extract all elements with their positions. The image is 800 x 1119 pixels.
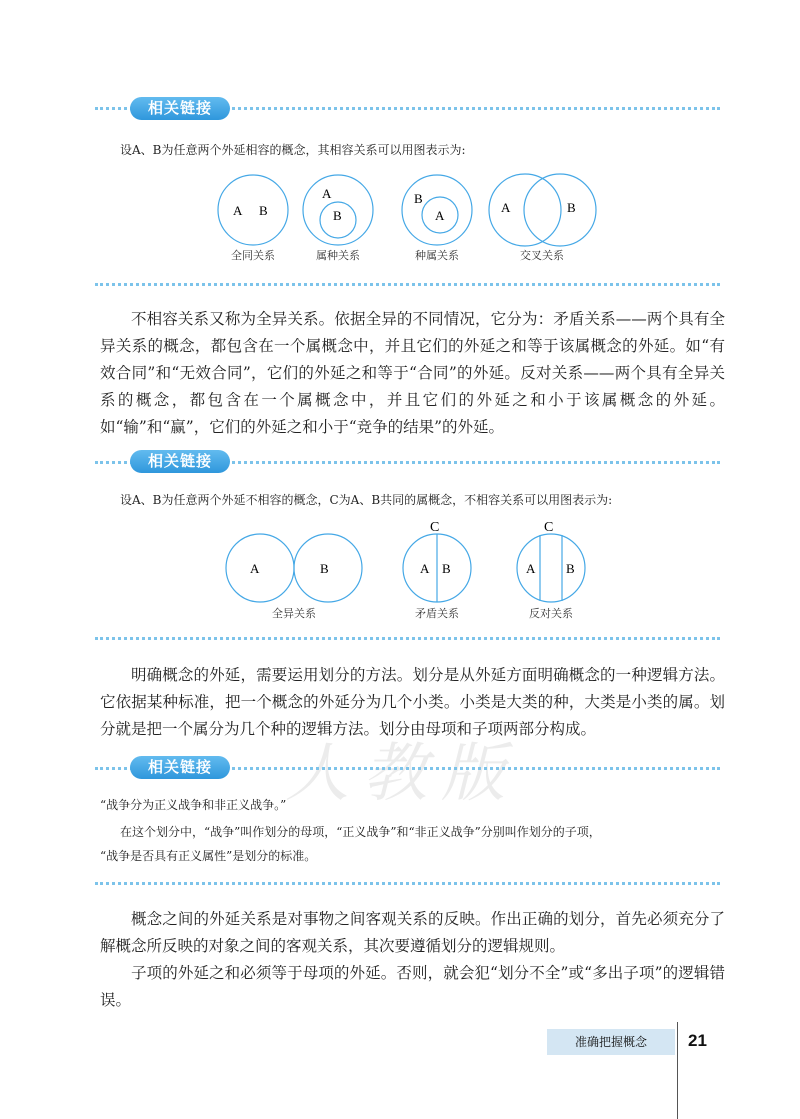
incompatible-relations-diagram xyxy=(0,515,800,625)
label-b: B xyxy=(259,203,268,218)
related-link-badge: 相关链接 xyxy=(130,756,230,779)
dotted-divider xyxy=(95,637,720,640)
label-b: B xyxy=(442,561,451,576)
label-a: A xyxy=(420,561,430,576)
dotted-divider xyxy=(95,283,720,286)
caption-genus-species: 属种关系 xyxy=(316,249,360,262)
label-b: B xyxy=(567,200,576,215)
caption-identity: 全同关系 xyxy=(231,249,275,262)
section1-intro: 设A、B为任意两个外延相容的概念，其相容关系可以用图表示为: xyxy=(120,143,466,157)
compatible-relations-diagram xyxy=(0,170,800,270)
example-quote: “战争分为正义战争和非正义战争。” xyxy=(100,798,287,812)
example-criterion: “战争是否具有正义属性”是划分的标准。 xyxy=(100,849,317,863)
caption-contrary: 反对关系 xyxy=(529,607,573,620)
label-c: C xyxy=(430,520,440,535)
label-a: A xyxy=(250,561,260,576)
footer-divider xyxy=(677,1022,678,1119)
page-number: 21 xyxy=(688,1031,707,1050)
section2-intro: 设A、B为任意两个外延不相容的概念，C为A、B共同的属概念，不相容关系可以用图表示为: xyxy=(120,493,613,507)
related-link-badge: 相关链接 xyxy=(130,97,230,120)
label-c: C xyxy=(544,520,554,535)
label-b: B xyxy=(414,191,423,206)
label-a: A xyxy=(526,561,536,576)
label-b: B xyxy=(333,208,342,223)
label-b: B xyxy=(566,561,575,576)
label-a: A xyxy=(233,203,243,218)
label-a: A xyxy=(435,208,445,223)
chapter-title: 准确把握概念 xyxy=(547,1029,675,1055)
paragraph-incompatible: 不相容关系又称为全异关系。依据全异的不同情况，它分为：矛盾关系——两个具有全异关系的概念，都包含在一个属概念中，并且它们的外延之和等于该属概念的外延。如“有效合同”和“无效合同”，它们的外延之和等于“合同”的外延。反对关系——两个具有全异关系的概念，都包含在一个属概念中，并且它们的外延之和小于该属概念的外延。如“输”和“赢”，它们的外延之和小于“竞争的结果”的外延。 xyxy=(100,310,725,436)
dotted-divider xyxy=(95,882,720,885)
caption-disjoint: 全异关系 xyxy=(272,607,316,620)
caption-contradictory: 矛盾关系 xyxy=(415,607,459,620)
label-a: A xyxy=(322,186,332,201)
related-link-badge: 相关链接 xyxy=(130,450,230,473)
paragraph-rules: 概念之间的外延关系是对事物之间客观关系的反映。作出正确的划分，首先必须充分了解概念所反映的对象之间的客观关系，其次要遵循划分的逻辑规则。 子项的外延之和必须等于母项的外延。否则，就会犯“划分不全”或“多出子项”的逻辑错误。 xyxy=(100,910,725,1009)
example-explanation: 在这个划分中，“战争”叫作划分的母项，“正义战争”和“非正义战争”分别叫作划分的子项， xyxy=(120,825,601,839)
watermark: 人教版 xyxy=(285,737,519,811)
label-b: B xyxy=(320,561,329,576)
caption-intersection: 交叉关系 xyxy=(520,249,564,262)
caption-species-genus: 种属关系 xyxy=(415,249,459,262)
paragraph-division: 明确概念的外延，需要运用划分的方法。划分是从外延方面明确概念的一种逻辑方法。它依据某种标准，把一个概念的外延分为几个小类。小类是大类的种，大类是小类的属。划分就是把一个属分为几个种的逻辑方法。划分由母项和子项两部分构成。 xyxy=(100,666,725,738)
label-a: A xyxy=(501,200,511,215)
